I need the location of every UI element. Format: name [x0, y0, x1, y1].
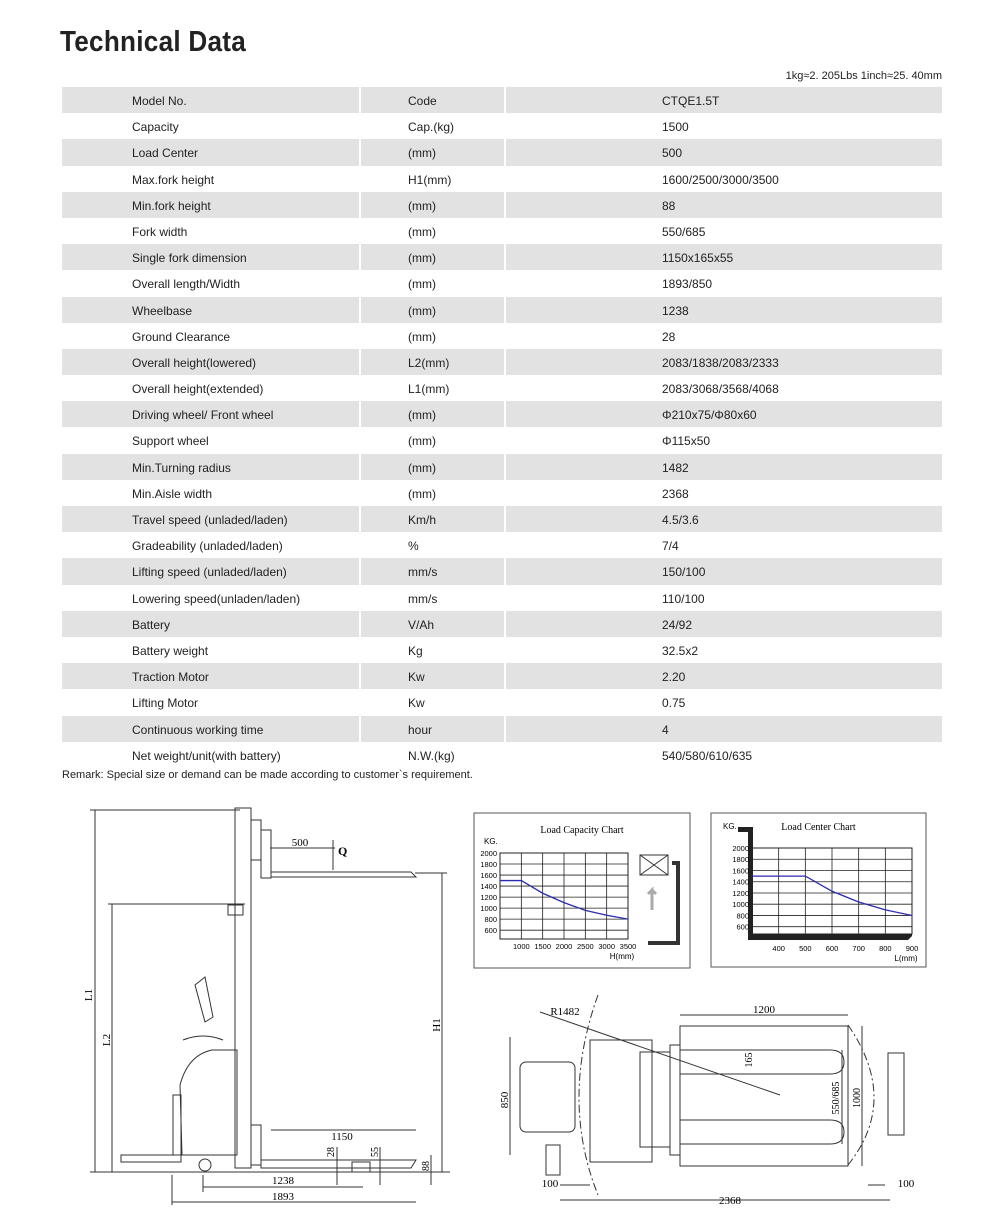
cell-item: Lowering speed(unladen/laden): [132, 591, 301, 606]
cell-item: Gradeability (unladed/laden): [132, 539, 283, 554]
table-row: [62, 716, 942, 742]
cell-value: 1600/2500/3000/3500: [662, 172, 779, 187]
chart-title: Load Capacity Chart: [540, 825, 624, 836]
column-divider: [504, 349, 506, 375]
y-tick-label: 1000: [480, 904, 497, 914]
x-tick-label: 2000: [555, 942, 573, 951]
table-row: [62, 585, 942, 611]
table-row: [62, 637, 942, 663]
column-divider: [359, 663, 361, 689]
column-divider: [504, 87, 506, 113]
cell-unit: (mm): [408, 198, 436, 213]
dim-H1: H1: [431, 1018, 443, 1032]
table-row: [62, 113, 942, 139]
column-divider: [359, 87, 361, 113]
cell-item: Overall height(extended): [132, 382, 264, 397]
cell-value: 88: [662, 198, 676, 213]
cell-item: Battery: [132, 617, 171, 632]
cell-item: Single fork dimension: [132, 251, 247, 266]
y-tick-label: 800: [484, 915, 497, 925]
table-row: [62, 454, 942, 480]
cell-unit: (mm): [408, 329, 436, 344]
dim-fork-thickness: 55: [370, 1147, 381, 1157]
column-divider: [504, 139, 506, 165]
cell-unit: (mm): [408, 408, 436, 423]
column-divider: [504, 401, 506, 427]
cell-unit: V/Ah: [408, 617, 435, 632]
cell-value: 1482: [662, 460, 689, 475]
y-axis-label: KG.: [723, 822, 737, 831]
table-row: [62, 270, 942, 296]
dim-margin-left: 100: [541, 1178, 559, 1190]
column-divider: [504, 297, 506, 323]
cell-unit: N.W.(kg): [408, 748, 455, 763]
data-point: [885, 909, 886, 910]
column-divider: [504, 506, 506, 532]
x-tick-label: 3500: [619, 942, 637, 951]
column-divider: [359, 506, 361, 532]
column-divider: [504, 611, 506, 637]
page-title: Technical Data: [60, 26, 247, 58]
y-tick-label: 600: [736, 922, 749, 932]
cell-value: 1238: [662, 303, 689, 318]
column-divider: [359, 401, 361, 427]
x-tick-label: 600: [825, 944, 839, 953]
spec-table: [62, 87, 942, 768]
cell-value: Φ115x50: [662, 434, 711, 449]
column-divider: [504, 192, 506, 218]
table-row: [62, 506, 942, 532]
data-point: [521, 880, 522, 881]
data-point: [542, 893, 543, 894]
cell-unit: hour: [408, 722, 433, 737]
dim-L2: L2: [101, 1033, 113, 1047]
dim-clearance: 28: [326, 1147, 337, 1157]
x-tick-label: 800: [879, 944, 892, 953]
remark: Remark: Special size or demand can be made according to customer`s requirement.: [62, 769, 473, 781]
cell-item: Driving wheel/ Front wheel: [132, 408, 274, 423]
cell-item: Model No.: [132, 94, 187, 108]
cell-unit: (mm): [408, 251, 436, 266]
dim-fork-spread: 550/685: [831, 1081, 842, 1115]
y-tick-label: 1200: [732, 888, 749, 898]
x-axis-label: L(mm): [894, 954, 918, 963]
dim-min-height: 88: [421, 1161, 432, 1171]
cell-unit: L2(mm): [408, 355, 450, 370]
column-divider: [359, 297, 361, 323]
y-tick-label: 1800: [480, 860, 497, 870]
cell-unit: Km/h: [408, 513, 437, 527]
y-tick-label: 1400: [732, 877, 749, 887]
y-tick-label: 2000: [480, 849, 497, 858]
cell-unit: (mm): [408, 460, 436, 475]
drawings: [0, 790, 1000, 1226]
dim-L1: L1: [83, 988, 95, 1002]
y-tick-label: 600: [484, 926, 497, 936]
cell-value: Φ210x75/Φ80x60: [662, 408, 757, 423]
load-center-fork-icon: [738, 827, 912, 940]
cell-item: Min.Turning radius: [132, 460, 231, 475]
dim-pallet-length: 1200: [753, 1004, 775, 1016]
column-divider: [504, 454, 506, 480]
dim-load-q: Q: [338, 844, 348, 858]
y-tick-label: 1400: [480, 882, 497, 892]
column-divider: [504, 558, 506, 584]
cell-unit: mm/s: [408, 565, 438, 580]
cell-item: Load Center: [132, 146, 199, 161]
side-view-drawing: [90, 808, 450, 1205]
y-tick-label: 1000: [732, 900, 749, 910]
y-tick-label: 2000: [732, 844, 749, 853]
y-axis-label: KG.: [484, 837, 498, 846]
cell-item: Capacity: [132, 120, 179, 135]
column-divider: [359, 611, 361, 637]
cell-item: Min.Aisle width: [132, 486, 213, 501]
cell-unit: Code: [408, 94, 437, 108]
table-row: [62, 349, 942, 375]
table-row: [62, 139, 942, 165]
cell-value: 4: [662, 722, 669, 737]
data-point: [563, 902, 564, 903]
cell-value: 2083/1838/2083/2333: [662, 355, 779, 370]
table-row: [62, 611, 942, 637]
cell-item: Min.fork height: [132, 198, 211, 213]
table-row: [62, 480, 942, 506]
cell-item: Overall height(lowered): [132, 355, 257, 370]
y-tick-label: 1200: [480, 893, 497, 903]
cell-value: 500: [662, 146, 683, 161]
dim-fork-length: 1150: [331, 1131, 353, 1143]
cell-value: 1150x165x55: [662, 251, 734, 266]
column-divider: [359, 192, 361, 218]
cell-value: 540/580/610/635: [662, 748, 753, 763]
cell-item: Traction Motor: [132, 670, 209, 685]
cell-item: Net weight/unit(with battery): [132, 748, 281, 763]
data-point: [911, 915, 912, 916]
cell-value: 28: [662, 329, 676, 344]
cell-item: Overall length/Width: [132, 277, 241, 292]
column-divider: [504, 716, 506, 742]
cell-value: 4.5/3.6: [662, 513, 699, 527]
x-tick-label: 3000: [598, 942, 616, 951]
table-row: [62, 427, 942, 453]
cell-item: Lifting speed (unladed/laden): [132, 565, 287, 580]
cell-item: Support wheel: [132, 434, 209, 449]
x-tick-label: 900: [905, 944, 919, 953]
dim-pallet-width: 1000: [852, 1088, 863, 1108]
cell-item: Continuous working time: [132, 722, 264, 737]
cell-unit: (mm): [408, 486, 436, 501]
y-tick-label: 1600: [732, 866, 749, 876]
x-tick-label: 1500: [534, 942, 552, 951]
data-point: [805, 876, 806, 877]
cell-item: Wheelbase: [132, 303, 193, 318]
dim-aisle-width: 2368: [719, 1195, 741, 1207]
dim-wheelbase: 1238: [272, 1175, 294, 1187]
cell-value: 2.20: [662, 670, 686, 685]
cell-value: 550/685: [662, 224, 706, 239]
x-tick-label: 2500: [576, 942, 594, 951]
data-point: [627, 919, 628, 920]
table-row: [62, 742, 942, 768]
x-tick-label: 1000: [512, 942, 530, 951]
cell-value: 24/92: [662, 617, 693, 632]
load-center-chart: [711, 813, 926, 967]
column-divider: [504, 244, 506, 270]
cell-value: 1500: [662, 120, 689, 135]
y-tick-label: 800: [736, 911, 749, 921]
table-row: [62, 244, 942, 270]
cell-unit: (mm): [408, 224, 436, 239]
table-row: [62, 297, 942, 323]
y-tick-label: 1600: [480, 871, 497, 881]
dim-fork-width: 165: [744, 1052, 755, 1068]
table-row: [62, 323, 942, 349]
cell-item: Fork width: [132, 224, 188, 239]
table-row: [62, 689, 942, 715]
unit-conversion-note: 1kg≈2. 205Lbs 1inch≈25. 40mm: [785, 70, 942, 82]
cell-item: Ground Clearance: [132, 329, 231, 344]
fork-load-icon: [640, 855, 678, 943]
cell-item: Travel speed (unladed/laden): [132, 513, 288, 527]
table-row: [62, 401, 942, 427]
cell-value: 2083/3068/3568/4068: [662, 382, 779, 397]
cell-unit: Kg: [408, 643, 423, 658]
cell-value: 7/4: [662, 539, 679, 554]
data-point: [858, 901, 859, 902]
cell-unit: (mm): [408, 303, 436, 318]
table-row: [62, 375, 942, 401]
cell-value: 32.5x2: [662, 643, 699, 658]
top-view-drawing: [510, 995, 904, 1200]
cell-unit: H1(mm): [408, 172, 452, 187]
dim-overall-width: 850: [499, 1091, 511, 1109]
cell-value: 2368: [662, 486, 689, 501]
data-point: [751, 876, 752, 877]
table-row: [62, 166, 942, 192]
data-point: [606, 915, 607, 916]
column-divider: [359, 716, 361, 742]
cell-unit: L1(mm): [408, 382, 450, 397]
column-divider: [359, 139, 361, 165]
table-row: [62, 558, 942, 584]
column-divider: [359, 349, 361, 375]
x-axis-label: H(mm): [609, 952, 635, 961]
y-tick-label: 1800: [732, 855, 749, 865]
cell-value: 1893/850: [662, 277, 713, 292]
cell-value: 0.75: [662, 696, 686, 711]
cell-unit: (mm): [408, 146, 436, 161]
table-row: [62, 663, 942, 689]
table-row: [62, 87, 942, 113]
table-row: [62, 218, 942, 244]
x-tick-label: 500: [799, 944, 812, 953]
column-divider: [359, 454, 361, 480]
column-divider: [504, 663, 506, 689]
column-divider: [359, 244, 361, 270]
x-tick-label: 700: [852, 944, 865, 953]
cell-unit: mm/s: [408, 591, 438, 606]
data-point: [831, 891, 832, 892]
x-tick-label: 400: [772, 944, 785, 953]
data-point: [585, 910, 586, 911]
dim-load-center: 500: [291, 837, 309, 849]
dim-length: 1893: [272, 1191, 294, 1203]
cell-value: CTQE1.5T: [662, 94, 720, 108]
cell-value: 150/100: [662, 565, 706, 580]
dim-margin-right: 100: [897, 1178, 915, 1190]
chart-title: Load Center Chart: [781, 822, 856, 833]
cell-unit: Kw: [408, 696, 425, 711]
column-divider: [359, 558, 361, 584]
cell-unit: Kw: [408, 670, 425, 685]
cell-unit: (mm): [408, 277, 436, 292]
data-point: [499, 880, 500, 881]
cell-item: Lifting Motor: [132, 696, 199, 711]
cell-item: Battery weight: [132, 643, 209, 658]
cell-unit: %: [408, 539, 419, 554]
table-row: [62, 532, 942, 558]
cell-item: Max.fork height: [132, 172, 215, 187]
dim-turning-radius: R1482: [550, 1006, 580, 1018]
cell-unit: Cap.(kg): [408, 120, 455, 135]
cell-value: 110/100: [662, 591, 705, 606]
cell-unit: (mm): [408, 434, 436, 449]
table-row: [62, 192, 942, 218]
